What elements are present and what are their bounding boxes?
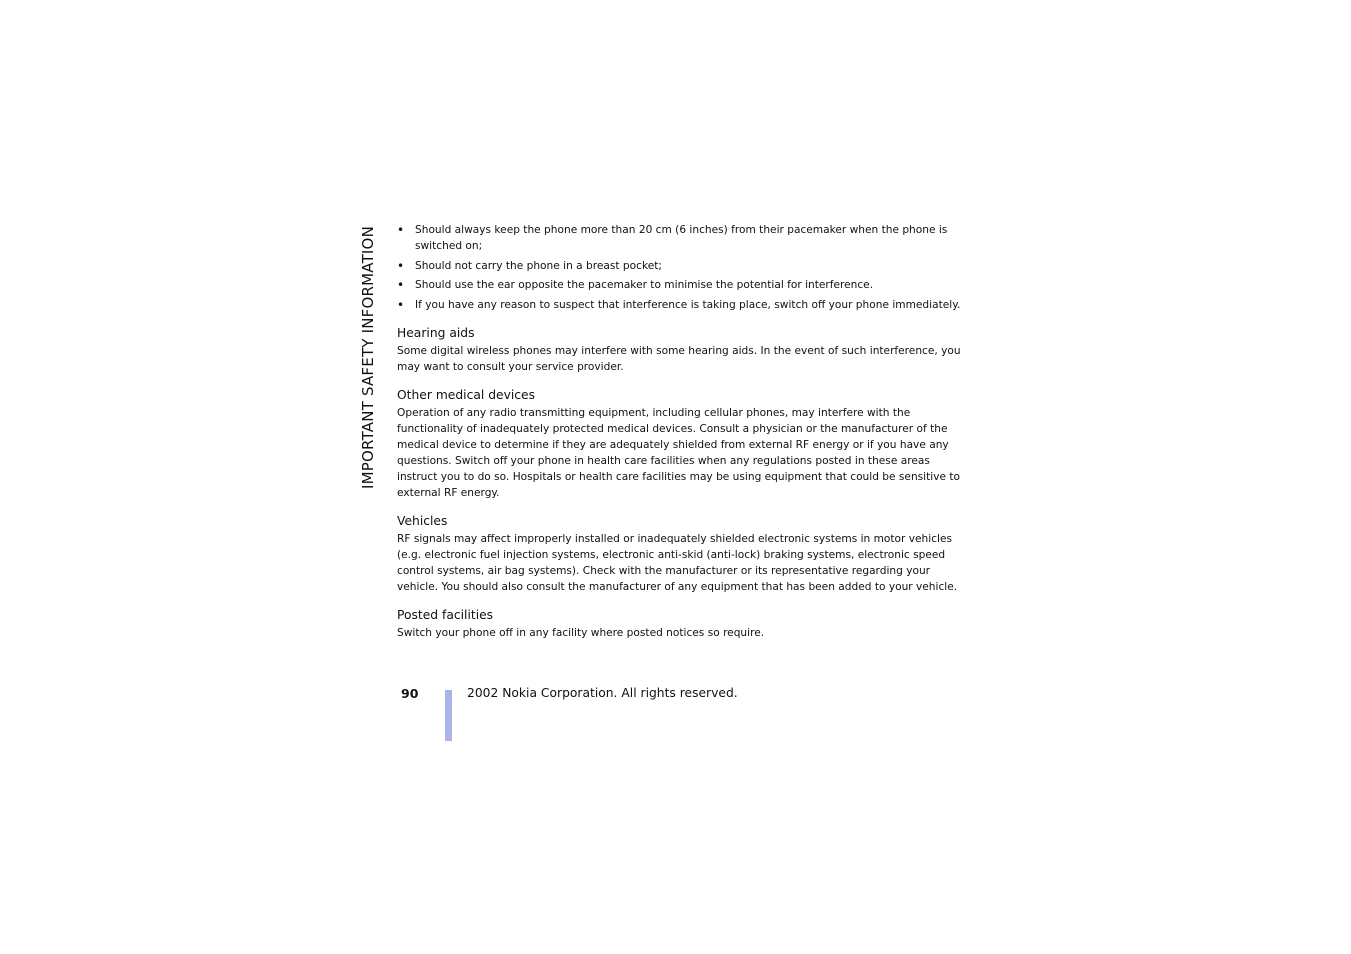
bullet-text: Should use the ear opposite the pacemaker to minimise the potential for interference. — [415, 279, 874, 291]
section-posted-facilities — [397, 607, 967, 641]
bullet-marker: • — [397, 258, 405, 273]
section-heading: Other medical devices — [397, 387, 536, 402]
bullet-marker: • — [397, 223, 405, 237]
section-body: RF signals may affect improperly installed or inadequately shielded electronic systems in motor vehicles (e.g. electronic fuel injection systems, electronic anti-skid (anti-lock) braking systems, electronic speed control systems, air bag systems). Check with the manufacturer or its representative regarding your vehicle. You should also consult the manufacturer of any equipment that has been added to your vehicle. — [397, 532, 958, 593]
bullet-marker: • — [397, 297, 405, 312]
page-number: 90 — [401, 686, 419, 701]
section-body: Some digital wireless phones may interfere with some hearing aids. In the event of such interference, you may want to consult your service provider. — [397, 344, 961, 373]
section-heading: Posted facilities — [397, 607, 494, 622]
section-body: Switch your phone off in any facility where posted notices so require. — [397, 626, 765, 639]
side-section-title — [358, 226, 378, 506]
page-content — [397, 222, 967, 641]
bullet-text: Should always keep the phone more than 20 cm (6 inches) from their pacemaker when the phone is switched on; — [415, 224, 948, 252]
section-vehicles — [397, 513, 967, 595]
list-item — [397, 297, 967, 313]
list-item — [397, 258, 967, 274]
section-other-medical-devices — [397, 387, 967, 501]
copyright-notice: 2002 Nokia Corporation. All rights reserved. — [467, 686, 738, 700]
list-item — [397, 222, 967, 254]
bullet-list — [397, 222, 967, 313]
footer-accent-bar — [445, 690, 452, 741]
section-heading: Hearing aids — [397, 325, 475, 340]
section-body: Operation of any radio transmitting equipment, including cellular phones, may interfere with the functionality of inadequately protected medical devices. Consult a physician or the manufacturer of the medical device to determine if they are adequately shielded from external RF energy or if you have any questions. Switch off your phone in health care facilities when any regulations posted in these areas instruct you to do so. Hospitals or health care facilities may be using equipment that could be sensitive to external RF energy. — [397, 406, 961, 499]
list-item — [397, 277, 967, 293]
bullet-marker: • — [397, 278, 405, 292]
section-hearing-aids — [397, 325, 967, 375]
side-section-title-text: IMPORTANT SAFETY INFORMATION — [359, 226, 377, 489]
section-heading: Vehicles — [397, 513, 448, 528]
bullet-text: If you have any reason to suspect that interference is taking place, switch off your phone immediately. — [415, 298, 961, 311]
bullet-text: Should not carry the phone in a breast pocket; — [415, 259, 662, 272]
